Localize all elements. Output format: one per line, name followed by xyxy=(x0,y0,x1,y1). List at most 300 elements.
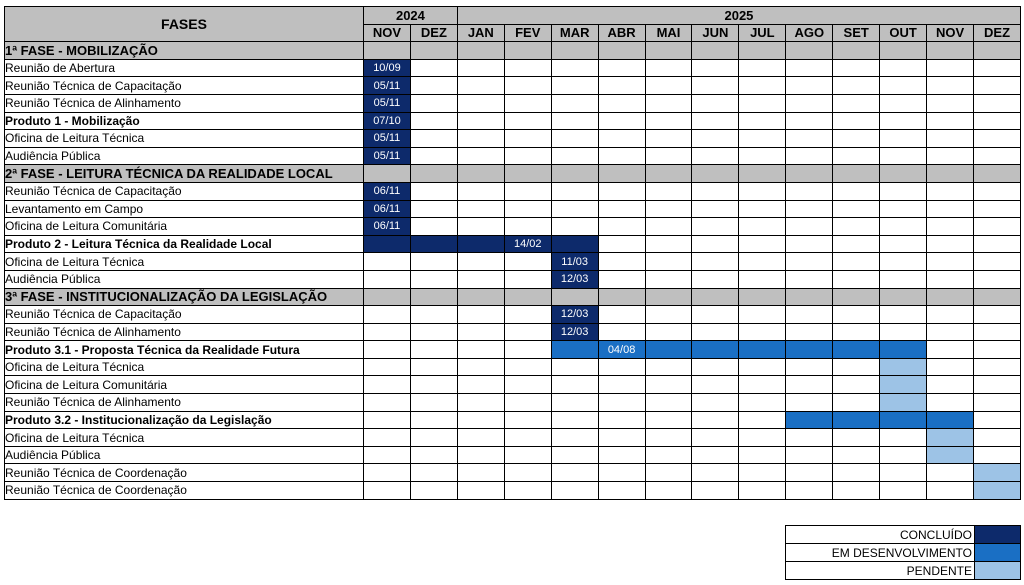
task-label: Produto 3.2 - Institucionalização da Legislação xyxy=(5,411,364,429)
month-cell xyxy=(598,77,645,95)
month-cell xyxy=(692,77,739,95)
month-cell xyxy=(927,464,974,482)
month-cell xyxy=(598,358,645,376)
task-row xyxy=(5,464,1021,482)
month-cell xyxy=(927,130,974,148)
gantt-bar-cell xyxy=(833,341,880,359)
month-cell xyxy=(410,147,457,165)
month-cell xyxy=(410,306,457,324)
task-row xyxy=(5,112,1021,130)
month-cell xyxy=(457,358,504,376)
gantt-bar-cell: 05/11 xyxy=(364,94,411,112)
month-cell xyxy=(880,482,927,500)
month-cell xyxy=(504,376,551,394)
phase-cell xyxy=(692,165,739,183)
month-cell xyxy=(551,464,598,482)
month-cell xyxy=(457,411,504,429)
phase-cell xyxy=(739,288,786,306)
month-cell xyxy=(739,270,786,288)
month-cell xyxy=(692,182,739,200)
phase-row xyxy=(5,165,1021,183)
task-row xyxy=(5,341,1021,359)
month-cell xyxy=(833,323,880,341)
month-cell xyxy=(410,464,457,482)
task-row xyxy=(5,235,1021,253)
month-cell xyxy=(645,200,692,218)
month-cell xyxy=(645,130,692,148)
month-cell xyxy=(927,341,974,359)
month-cell xyxy=(457,77,504,95)
phase-cell xyxy=(598,288,645,306)
month-cell xyxy=(833,482,880,500)
month-cell xyxy=(692,218,739,236)
task-row xyxy=(5,182,1021,200)
phase-cell xyxy=(364,42,411,60)
month-cell xyxy=(739,200,786,218)
month-cell xyxy=(786,200,833,218)
month-cell xyxy=(598,253,645,271)
month-cell xyxy=(880,182,927,200)
gantt-bar-cell: 05/11 xyxy=(364,147,411,165)
month-cell xyxy=(504,147,551,165)
gantt-bar-cell: 07/10 xyxy=(364,112,411,130)
month-cell xyxy=(833,94,880,112)
month-cell xyxy=(551,411,598,429)
month-cell xyxy=(739,323,786,341)
phase-cell xyxy=(645,42,692,60)
month-cell xyxy=(786,235,833,253)
task-label: Audiência Pública xyxy=(5,270,364,288)
phase-cell xyxy=(974,165,1021,183)
legend-label: EM DESENVOLVIMENTO xyxy=(786,544,975,562)
month-cell xyxy=(833,306,880,324)
gantt-table xyxy=(4,6,1021,500)
month-cell xyxy=(504,200,551,218)
month-cell xyxy=(880,429,927,447)
month-cell xyxy=(504,218,551,236)
month-cell xyxy=(927,306,974,324)
task-row xyxy=(5,394,1021,412)
month-cell xyxy=(739,235,786,253)
month-cell xyxy=(739,94,786,112)
month-cell xyxy=(880,253,927,271)
month-cell xyxy=(645,376,692,394)
month-cell xyxy=(927,482,974,500)
month-cell xyxy=(551,446,598,464)
phase-cell xyxy=(457,288,504,306)
month-cell xyxy=(786,112,833,130)
month-cell xyxy=(364,376,411,394)
month-cell xyxy=(364,253,411,271)
month-cell xyxy=(692,147,739,165)
month-cell xyxy=(880,200,927,218)
month-cell xyxy=(504,112,551,130)
month-cell xyxy=(786,464,833,482)
month-cell xyxy=(974,59,1021,77)
month-cell xyxy=(927,394,974,412)
phase-cell xyxy=(364,288,411,306)
month-cell xyxy=(598,323,645,341)
month-cell xyxy=(833,253,880,271)
month-cell xyxy=(692,200,739,218)
gantt-bar-cell xyxy=(739,341,786,359)
phase-cell xyxy=(551,165,598,183)
month-cell xyxy=(598,218,645,236)
month-cell xyxy=(410,429,457,447)
task-label: Reunião Técnica de Alinhamento xyxy=(5,94,364,112)
legend-label: PENDENTE xyxy=(786,562,975,580)
month-cell xyxy=(974,323,1021,341)
month-cell xyxy=(786,446,833,464)
month-cell xyxy=(645,94,692,112)
month-cell xyxy=(410,94,457,112)
month-cell xyxy=(739,306,786,324)
month-cell xyxy=(739,218,786,236)
phase-row xyxy=(5,42,1021,60)
month-cell xyxy=(692,94,739,112)
month-cell xyxy=(457,253,504,271)
month-cell xyxy=(645,182,692,200)
month-cell xyxy=(364,358,411,376)
phase-cell xyxy=(504,288,551,306)
month-cell xyxy=(786,270,833,288)
month-cell xyxy=(410,358,457,376)
month-cell xyxy=(927,59,974,77)
task-label: Oficina de Leitura Técnica xyxy=(5,253,364,271)
legend-swatch xyxy=(975,526,1021,544)
month-cell xyxy=(504,94,551,112)
task-row xyxy=(5,200,1021,218)
month-cell xyxy=(598,482,645,500)
gantt-bar-cell: 14/02 xyxy=(504,235,551,253)
month-cell xyxy=(927,358,974,376)
month-cell xyxy=(410,59,457,77)
month-cell xyxy=(551,147,598,165)
month-cell xyxy=(645,77,692,95)
month-cell xyxy=(739,376,786,394)
month-cell xyxy=(645,147,692,165)
task-row xyxy=(5,218,1021,236)
phase-title: 2ª FASE - LEITURA TÉCNICA DA REALIDADE LOCAL xyxy=(5,165,364,183)
month-cell xyxy=(739,147,786,165)
month-cell xyxy=(692,358,739,376)
phase-cell xyxy=(645,165,692,183)
month-cell xyxy=(880,130,927,148)
month-cell xyxy=(645,464,692,482)
month-cell xyxy=(598,464,645,482)
month-cell xyxy=(410,376,457,394)
month-cell xyxy=(786,147,833,165)
task-row xyxy=(5,306,1021,324)
month-cell xyxy=(974,112,1021,130)
month-cell xyxy=(364,411,411,429)
gantt-bar-cell xyxy=(692,341,739,359)
month-cell xyxy=(645,253,692,271)
gantt-bar-cell xyxy=(880,394,927,412)
phase-cell xyxy=(504,165,551,183)
month-cell xyxy=(645,429,692,447)
month-cell xyxy=(739,130,786,148)
month-cell xyxy=(598,411,645,429)
phase-cell xyxy=(927,42,974,60)
month-header-nov-12: NOV xyxy=(927,24,974,42)
gantt-bar-cell xyxy=(410,235,457,253)
month-cell xyxy=(974,77,1021,95)
month-cell xyxy=(645,235,692,253)
month-header-jun-7: JUN xyxy=(692,24,739,42)
month-cell xyxy=(457,394,504,412)
phase-cell xyxy=(833,288,880,306)
task-row xyxy=(5,429,1021,447)
month-cell xyxy=(974,376,1021,394)
gantt-bar-cell: 12/03 xyxy=(551,323,598,341)
month-cell xyxy=(410,270,457,288)
month-cell xyxy=(364,270,411,288)
month-cell xyxy=(833,200,880,218)
month-cell xyxy=(551,200,598,218)
month-cell xyxy=(786,182,833,200)
month-cell xyxy=(410,218,457,236)
gantt-bar-cell xyxy=(645,341,692,359)
month-cell xyxy=(739,394,786,412)
gantt-bar-cell xyxy=(974,464,1021,482)
month-cell xyxy=(457,182,504,200)
month-header-ago-9: AGO xyxy=(786,24,833,42)
gantt-bar-cell xyxy=(927,446,974,464)
month-cell xyxy=(504,394,551,412)
month-cell xyxy=(504,59,551,77)
gantt-bar-cell xyxy=(974,482,1021,500)
task-label: Reunião Técnica de Capacitação xyxy=(5,77,364,95)
month-cell xyxy=(645,306,692,324)
month-cell xyxy=(974,446,1021,464)
month-cell xyxy=(410,130,457,148)
month-cell xyxy=(364,323,411,341)
task-label: Oficina de Leitura Técnica xyxy=(5,358,364,376)
month-cell xyxy=(645,323,692,341)
month-cell xyxy=(598,270,645,288)
month-cell xyxy=(974,358,1021,376)
phase-title: 3ª FASE - INSTITUCIONALIZAÇÃO DA LEGISLAÇÃO xyxy=(5,288,364,306)
month-cell xyxy=(739,429,786,447)
phase-cell xyxy=(974,288,1021,306)
task-row xyxy=(5,77,1021,95)
month-cell xyxy=(692,464,739,482)
month-cell xyxy=(457,446,504,464)
task-label: Levantamento em Campo xyxy=(5,200,364,218)
month-cell xyxy=(692,482,739,500)
month-cell xyxy=(692,376,739,394)
phase-cell xyxy=(927,165,974,183)
month-cell xyxy=(692,306,739,324)
legend-item xyxy=(786,562,1021,580)
gantt-bar-cell xyxy=(880,376,927,394)
month-cell xyxy=(833,376,880,394)
gantt-bar-cell xyxy=(551,235,598,253)
month-cell xyxy=(364,341,411,359)
month-cell xyxy=(551,182,598,200)
month-cell xyxy=(833,235,880,253)
phase-cell xyxy=(880,288,927,306)
month-cell xyxy=(692,112,739,130)
month-cell xyxy=(645,482,692,500)
month-cell xyxy=(364,446,411,464)
legend-swatch xyxy=(975,562,1021,580)
month-cell xyxy=(410,411,457,429)
month-cell xyxy=(410,323,457,341)
month-cell xyxy=(504,341,551,359)
phase-cell xyxy=(786,288,833,306)
month-cell xyxy=(880,306,927,324)
gantt-bar-cell: 10/09 xyxy=(364,59,411,77)
task-row xyxy=(5,94,1021,112)
month-cell xyxy=(880,147,927,165)
legend-item xyxy=(786,526,1021,544)
phase-cell xyxy=(551,42,598,60)
month-cell xyxy=(974,147,1021,165)
month-cell xyxy=(645,270,692,288)
month-cell xyxy=(833,130,880,148)
task-label: Produto 2 - Leitura Técnica da Realidade Local xyxy=(5,235,364,253)
month-cell xyxy=(880,235,927,253)
month-cell xyxy=(880,218,927,236)
month-cell xyxy=(739,358,786,376)
month-cell xyxy=(692,59,739,77)
task-label: Audiência Pública xyxy=(5,147,364,165)
month-cell xyxy=(551,112,598,130)
month-cell xyxy=(457,464,504,482)
task-row xyxy=(5,59,1021,77)
month-cell xyxy=(927,218,974,236)
legend xyxy=(785,525,1021,580)
month-cell xyxy=(692,323,739,341)
task-label: Reunião Técnica de Coordenação xyxy=(5,464,364,482)
month-cell xyxy=(974,306,1021,324)
month-cell xyxy=(927,94,974,112)
month-cell xyxy=(364,464,411,482)
month-cell xyxy=(833,147,880,165)
gantt-bar-cell xyxy=(833,411,880,429)
task-label: Oficina de Leitura Técnica xyxy=(5,429,364,447)
phase-cell xyxy=(880,42,927,60)
month-cell xyxy=(504,446,551,464)
month-cell xyxy=(645,59,692,77)
phase-cell xyxy=(880,165,927,183)
month-cell xyxy=(692,130,739,148)
month-cell xyxy=(551,376,598,394)
month-cell xyxy=(739,77,786,95)
month-cell xyxy=(504,429,551,447)
month-cell xyxy=(927,182,974,200)
month-cell xyxy=(457,218,504,236)
month-cell xyxy=(786,77,833,95)
month-cell xyxy=(833,112,880,130)
month-cell xyxy=(504,411,551,429)
month-cell xyxy=(598,429,645,447)
month-header-set-10: SET xyxy=(833,24,880,42)
month-cell xyxy=(692,429,739,447)
task-row xyxy=(5,482,1021,500)
month-cell xyxy=(833,446,880,464)
month-cell xyxy=(927,147,974,165)
month-cell xyxy=(504,130,551,148)
phase-cell xyxy=(410,288,457,306)
month-cell xyxy=(974,394,1021,412)
phase-cell xyxy=(833,42,880,60)
gantt-bar-cell: 06/11 xyxy=(364,200,411,218)
month-header-jan-2: JAN xyxy=(457,24,504,42)
month-header-dez-13: DEZ xyxy=(974,24,1021,42)
month-cell xyxy=(504,358,551,376)
month-cell xyxy=(551,94,598,112)
year-2024-header: 2024 xyxy=(364,7,458,25)
month-header-jul-8: JUL xyxy=(739,24,786,42)
phase-cell xyxy=(974,42,1021,60)
month-cell xyxy=(974,130,1021,148)
month-cell xyxy=(880,59,927,77)
phase-cell xyxy=(457,42,504,60)
month-cell xyxy=(739,482,786,500)
month-cell xyxy=(880,446,927,464)
gantt-bar-cell xyxy=(927,429,974,447)
month-cell xyxy=(786,218,833,236)
task-label: Reunião Técnica de Coordenação xyxy=(5,482,364,500)
month-cell xyxy=(410,112,457,130)
gantt-bar-cell xyxy=(927,411,974,429)
phase-cell xyxy=(927,288,974,306)
month-cell xyxy=(457,130,504,148)
month-cell xyxy=(364,482,411,500)
month-cell xyxy=(692,411,739,429)
phase-cell xyxy=(457,165,504,183)
month-header-abr-5: ABR xyxy=(598,24,645,42)
month-cell xyxy=(974,270,1021,288)
month-cell xyxy=(786,394,833,412)
month-cell xyxy=(645,218,692,236)
month-cell xyxy=(739,464,786,482)
month-cell xyxy=(504,306,551,324)
month-cell xyxy=(410,394,457,412)
month-cell xyxy=(974,341,1021,359)
month-cell xyxy=(457,376,504,394)
fases-header: FASES xyxy=(5,7,364,42)
month-cell xyxy=(598,59,645,77)
task-label: Reunião Técnica de Capacitação xyxy=(5,306,364,324)
month-cell xyxy=(551,218,598,236)
gantt-bar-cell xyxy=(551,341,598,359)
gantt-bar-cell: 05/11 xyxy=(364,77,411,95)
month-cell xyxy=(598,200,645,218)
phase-cell xyxy=(504,42,551,60)
gantt-bar-cell xyxy=(786,411,833,429)
month-cell xyxy=(974,218,1021,236)
month-cell xyxy=(739,112,786,130)
task-row xyxy=(5,358,1021,376)
task-row xyxy=(5,253,1021,271)
month-cell xyxy=(645,112,692,130)
month-cell xyxy=(974,94,1021,112)
phase-cell xyxy=(410,165,457,183)
gantt-bar-cell: 05/11 xyxy=(364,130,411,148)
month-cell xyxy=(364,429,411,447)
year-2025-header: 2025 xyxy=(457,7,1020,25)
month-cell xyxy=(457,112,504,130)
month-cell xyxy=(833,358,880,376)
month-cell xyxy=(598,446,645,464)
month-cell xyxy=(504,77,551,95)
month-cell xyxy=(833,77,880,95)
gantt-bar-cell xyxy=(880,358,927,376)
